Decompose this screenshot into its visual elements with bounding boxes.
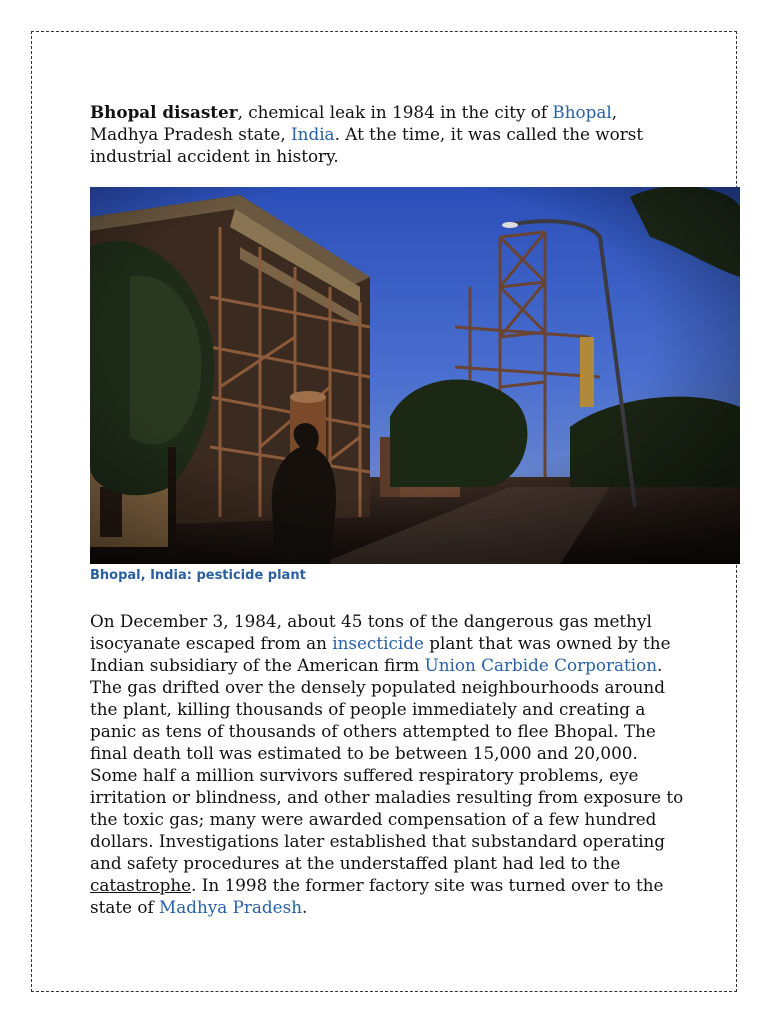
link-union-carbide[interactable]: Union Carbide Corporation	[424, 655, 658, 675]
figure-caption: Bhopal, India: pesticide plant	[90, 568, 306, 583]
link-insecticide[interactable]: insecticide	[332, 633, 424, 653]
body-text: On December 3, 1984, about 45 tons of the dangerous gas methyl isocyanate escaped from an	[90, 611, 652, 653]
intro-block	[90, 101, 680, 167]
link-catastrophe[interactable]: catastrophe	[90, 875, 192, 895]
intro-text: , Madhya Pradesh state,	[90, 102, 618, 144]
body-text: .	[302, 897, 308, 917]
body-paragraph	[90, 610, 690, 918]
pesticide-plant-photo	[90, 187, 740, 564]
body-text: plant that was owned by the Indian subsidiary of the American firm	[90, 633, 671, 675]
intro-text: , chemical leak in 1984 in the city of	[237, 102, 553, 122]
intro-text: . At the time, it was called the worst industrial accident in history.	[90, 124, 644, 166]
intro-paragraph	[90, 101, 680, 167]
link-bhopal[interactable]: Bhopal	[552, 102, 612, 122]
link-madhya-pradesh[interactable]: Madhya Pradesh	[159, 897, 302, 917]
body-text: . The gas drifted over the densely populated neighbourhoods around the plant, killing thousands of people immediately and creating a panic as tens of thousands of others attempted to flee Bhopal. The final death toll was estimated to be between 15,000 and 20,000. Some half a million survivors suffered respiratory problems, eye irritation or blindness, and other maladies resulting from exposure to the toxic gas; many were awarded compensation of a few hundred dollars. Investigations later established that substandard operating and safety procedures at the understaffed plant had led to the	[90, 655, 684, 873]
link-india[interactable]: India	[291, 124, 335, 144]
body-text: . In 1998 the former factory site was turned over to the state of	[90, 875, 664, 917]
article-title: Bhopal disaster	[90, 102, 238, 122]
